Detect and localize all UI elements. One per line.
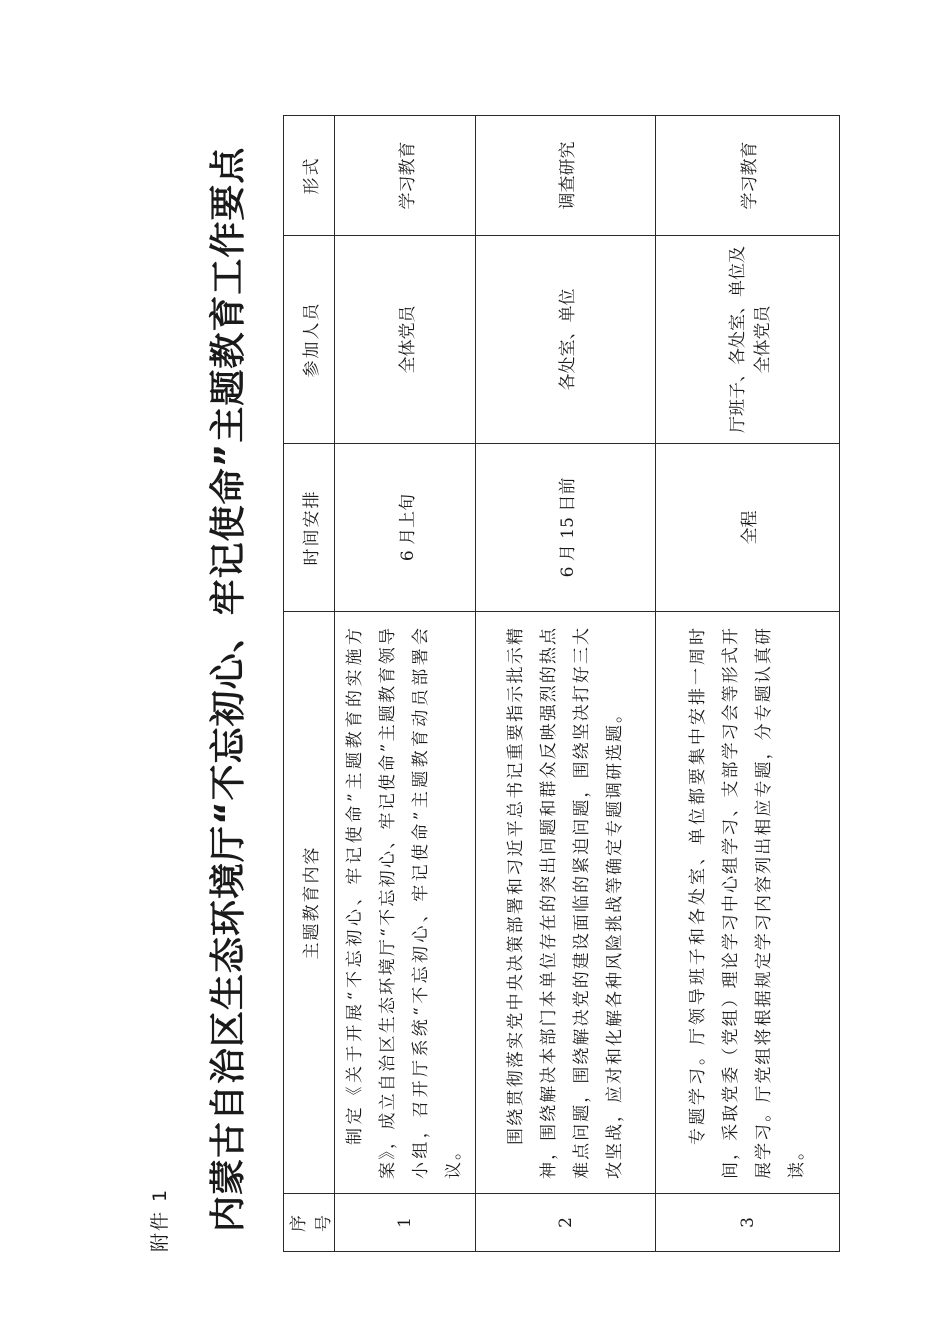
row-content-text: 制定《关于开展“不忘初心、牢记使命”主题教育的实施方案》，成立自治区生态环境厅“不忘初心、牢记使命”主题教育领导小组，召开厅系统“不忘初心、牢记使命”主题教育动员部署会议。 [345, 626, 464, 1179]
row-no: 3 [656, 1194, 840, 1252]
row-participants: 全体党员 [335, 236, 476, 444]
attachment-label: 附件 1 [149, 1187, 171, 1252]
header-no: 序号 [284, 1194, 335, 1252]
row-content [656, 612, 840, 1194]
row-content-text: 围绕贯彻落实党中央决策部署和习近平总书记重要指示批示精神，围绕解决本部门本单位存在的突出问题和群众反映强烈的热点难点问题，围绕解决党的建设面临的紧迫问题，围绕坚决打好三大攻坚战，应对和化解各种风险挑战等确定专题调研选题。 [505, 626, 625, 1179]
row-time: 全程 [656, 444, 840, 612]
row-form: 学习教育 [335, 116, 476, 236]
header-participants: 参加人员 [284, 236, 335, 444]
row-form: 学习教育 [656, 116, 840, 236]
header-time: 时间安排 [284, 444, 335, 612]
header-content: 主题教育内容 [284, 612, 335, 1194]
table-row [656, 116, 840, 1252]
document-title: 内蒙古自治区生态环境厅“不忘初心、牢记使命”主题教育工作要点 [208, 146, 249, 1232]
row-content [335, 612, 476, 1194]
row-form: 调查研究 [476, 116, 656, 236]
table-row [335, 116, 476, 1252]
table-header-row [284, 116, 335, 1252]
row-time: 6 月上旬 [335, 444, 476, 612]
table-row [476, 116, 656, 1252]
header-form: 形式 [284, 116, 335, 236]
row-no: 2 [476, 1194, 656, 1252]
rotated-page [145, 116, 811, 1252]
row-no: 1 [335, 1194, 476, 1252]
row-content-text: 专题学习。厅领导班子和各处室、单位都要集中安排一周时间，采取党委（党组）理论学习中心组学习、支部学习会等形式开展学习。厅党组将根据规定学习内容列出相应专题，分专题认真研读。 [687, 626, 807, 1179]
row-participants: 厅班子、各处室、单位及全体党员 [656, 236, 840, 444]
work-plan-table [283, 115, 840, 1252]
row-participants: 各处室、单位 [476, 236, 656, 444]
row-content [476, 612, 656, 1194]
row-time: 6 月 15 日前 [476, 444, 656, 612]
